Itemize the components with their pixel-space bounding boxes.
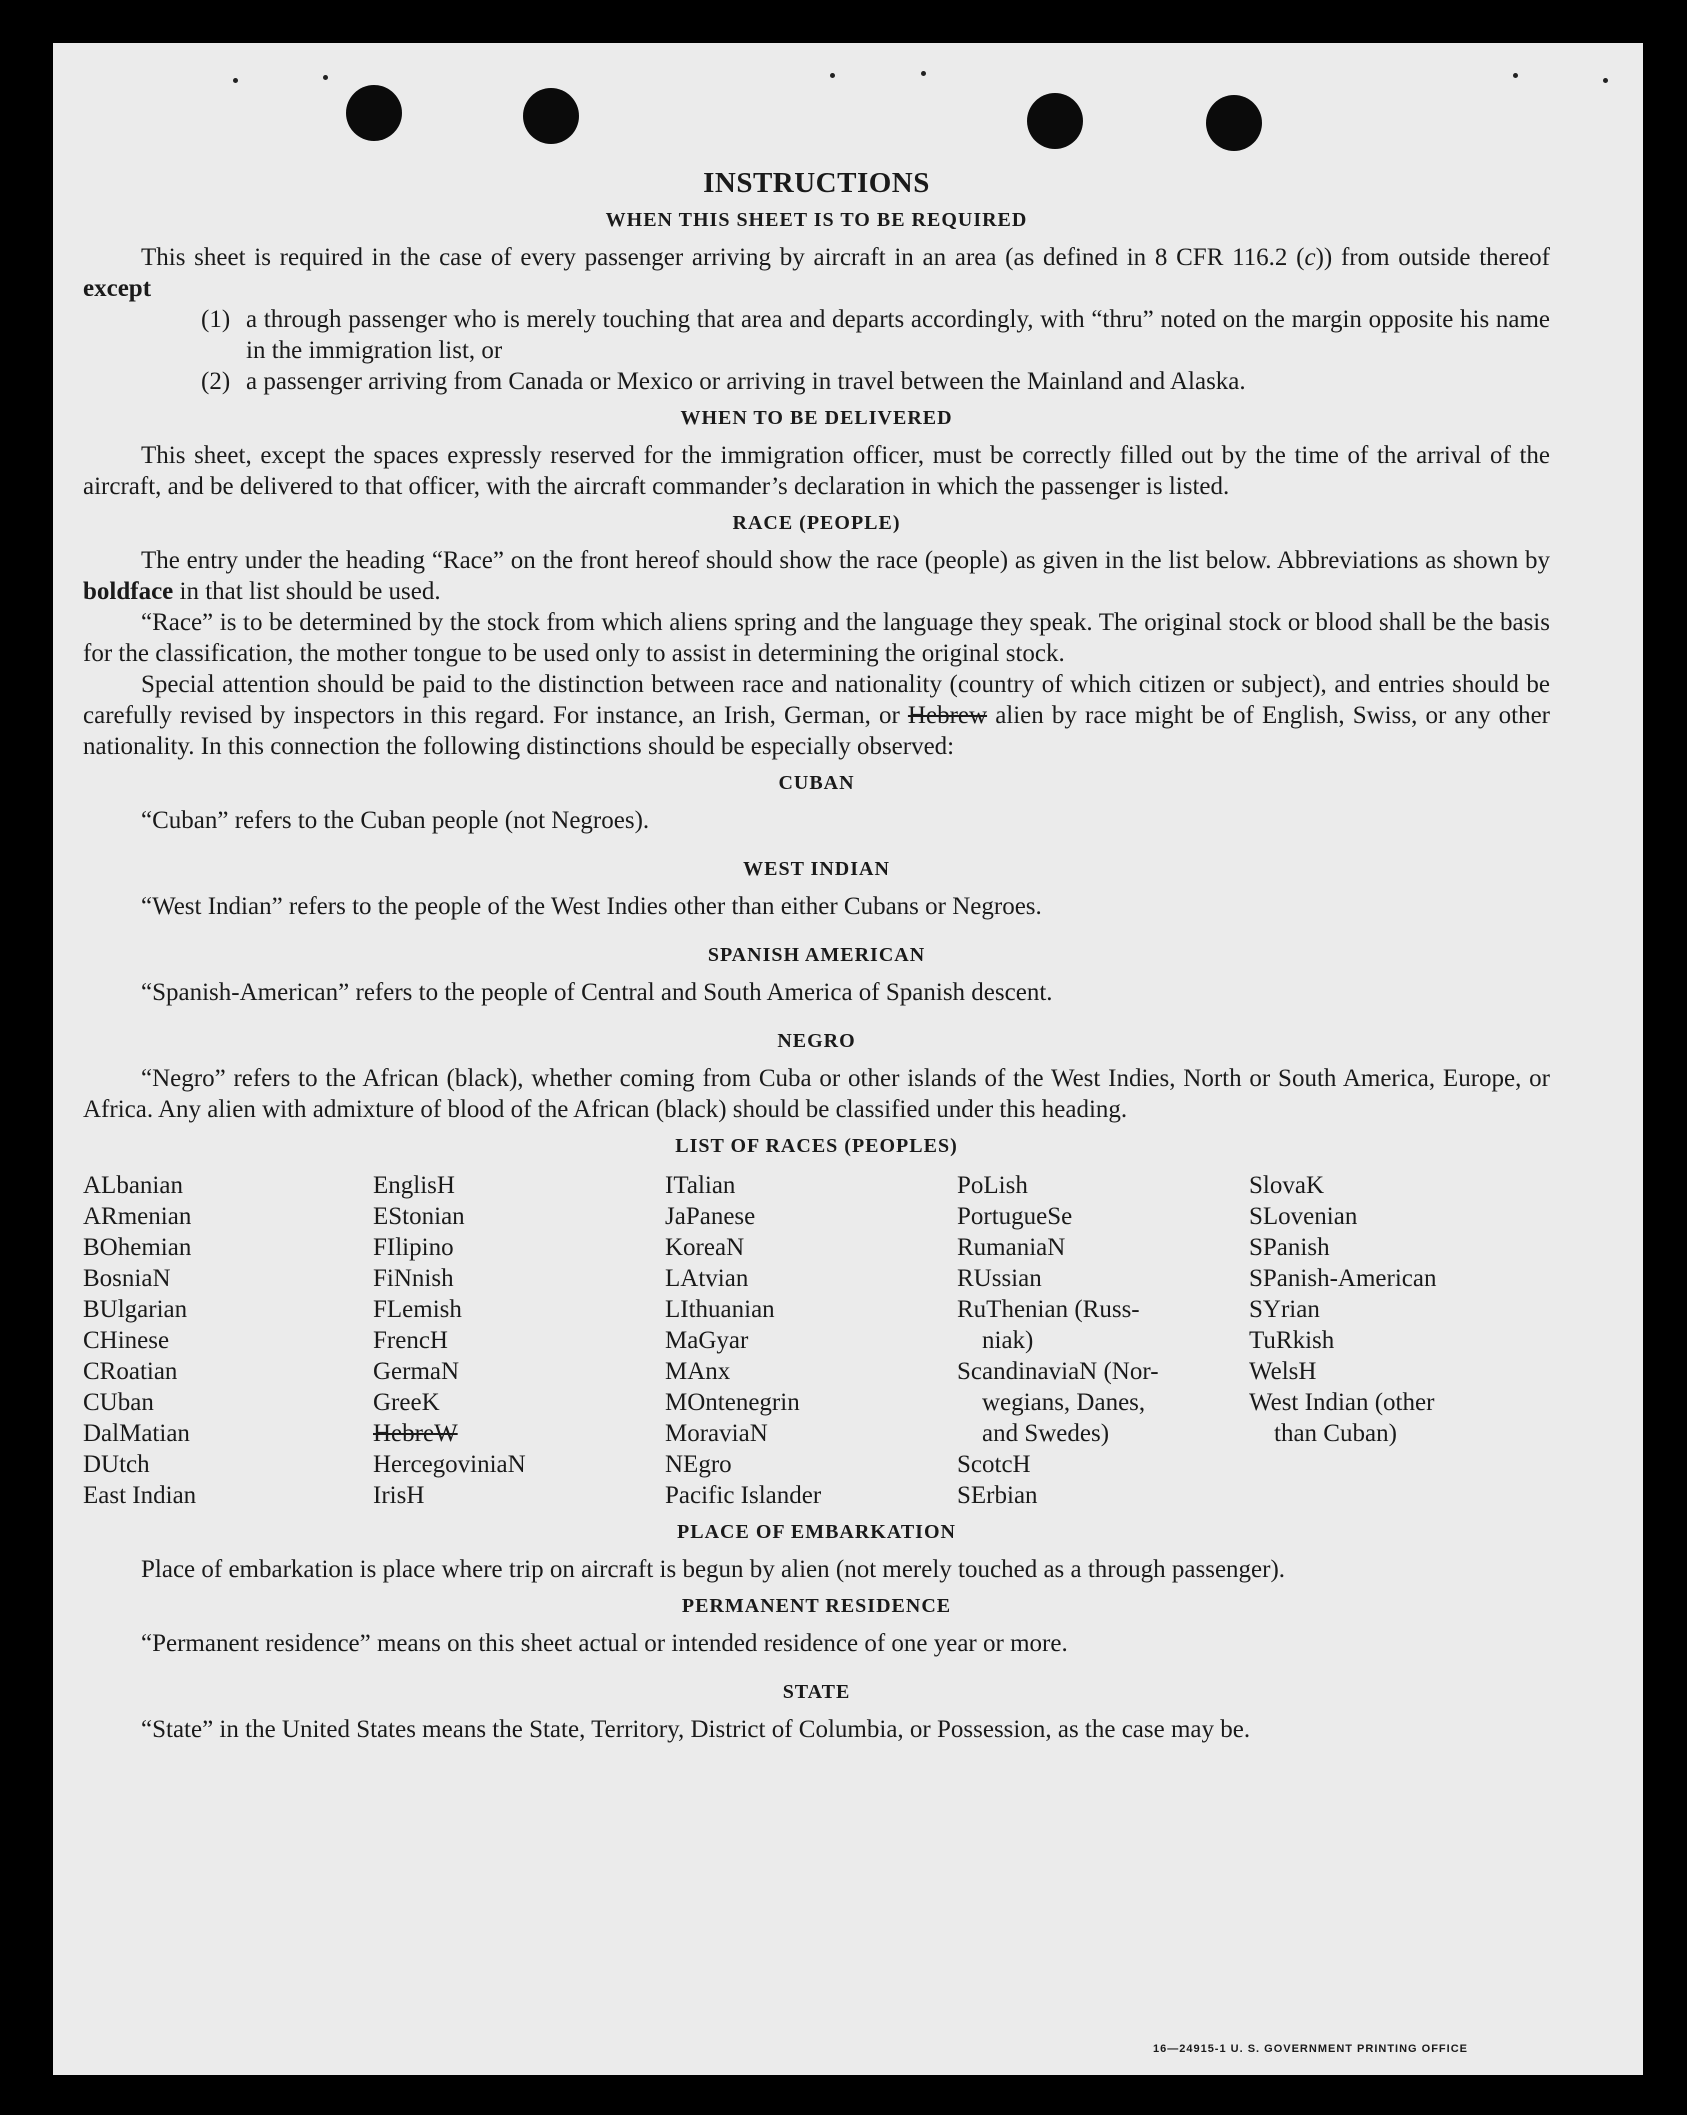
race-item: SPanish <box>1249 1234 1330 1261</box>
race-item: MAnx <box>665 1358 731 1385</box>
race-item: RuThenian (Russ- <box>957 1296 1140 1323</box>
race-item: ITalian <box>665 1172 736 1199</box>
race-item: ARmenian <box>83 1203 192 1230</box>
speck <box>921 71 926 76</box>
race-item: FrencH <box>373 1327 448 1354</box>
exception-number: (1) <box>201 306 231 333</box>
heading-cuban: CUBAN <box>778 772 855 794</box>
heading-permanent-residence: PERMANENT RESIDENCE <box>681 1595 952 1617</box>
race-item: MoraviaN <box>665 1420 768 1447</box>
race-item: East Indian <box>83 1482 197 1509</box>
heading-spanish-american: SPANISH AMERICAN <box>707 944 926 966</box>
race-item: JaPanese <box>665 1203 756 1230</box>
exception-text: a passenger arriving from Canada or Mexico or arriving in travel between the Mainland and Alaska. <box>246 368 1246 395</box>
race-item: BOhemian <box>83 1234 192 1261</box>
race-item: GreeK <box>373 1389 440 1416</box>
race-item: DalMatian <box>83 1420 190 1447</box>
heading-list-of-races: LIST OF RACES (PEOPLES) <box>675 1135 958 1157</box>
race-item: WelsH <box>1249 1358 1317 1385</box>
race-item: NEgro <box>665 1451 732 1478</box>
race-item: West Indian (other <box>1249 1389 1435 1416</box>
race-item: EStonian <box>373 1203 465 1230</box>
cuban-text: “Cuban” refers to the Cuban people (not Negroes). <box>141 807 650 834</box>
race-paragraph-2: “Race” is to be determined by the stock from which aliens spring and the language they speak. The original stock or blood shall be the basis for the classification, the mother tongue to be used only to assist in determining the original stock. <box>83 609 1550 667</box>
heading-required: WHEN THIS SHEET IS TO BE REQUIRED <box>605 209 1028 231</box>
delivered-text: This sheet, except the spaces expressly reserved for the immigration officer, must be correctly filled out by the time of the arrival of the aircraft, and be delivered to that officer, with the aircraft commander’s declaration in which the passenger is listed. <box>83 442 1550 500</box>
speck <box>323 75 328 80</box>
document-sheet <box>53 43 1643 2075</box>
spanish-american-text: “Spanish-American” refers to the people of Central and South America of Spanish descent. <box>141 979 1053 1006</box>
exception-number: (2) <box>201 368 231 395</box>
race-item: PortugueSe <box>957 1203 1073 1230</box>
race-item: FIlipino <box>373 1234 454 1261</box>
race-item: ScotcH <box>957 1451 1031 1478</box>
race-item: CHinese <box>83 1327 170 1354</box>
exception-item <box>83 304 1550 366</box>
printer-imprint: 16—24915-1 U. S. GOVERNMENT PRINTING OFFICE <box>1152 2043 1468 2055</box>
race-item: TuRkish <box>1249 1327 1335 1354</box>
race-item: BUlgarian <box>83 1296 188 1323</box>
race-item: IrisH <box>373 1482 425 1509</box>
race-item: CRoatian <box>83 1358 178 1385</box>
race-item: HebreW <box>373 1420 458 1447</box>
race-item: PoLish <box>957 1172 1028 1199</box>
race-item: SErbian <box>957 1482 1038 1509</box>
race-column-1 <box>83 1170 373 1511</box>
race-item: HercegoviniaN <box>373 1451 526 1478</box>
race-item: than Cuban) <box>1274 1420 1397 1447</box>
race-column-5 <box>1249 1170 1548 1511</box>
race-item: MOntenegrin <box>665 1389 800 1416</box>
exception-text: a through passenger who is merely touching that area and departs accordingly, with “thru” noted on the margin opposite his name in the immigration list, or <box>246 306 1550 364</box>
punch-hole <box>1027 93 1083 149</box>
embarkation-text: Place of embarkation is place where trip on aircraft is begun by alien (not merely touched as a through passenger). <box>141 1556 1286 1583</box>
race-paragraph-3: Special attention should be paid to the distinction between race and nationality (country of which citizen or subject), and entries should be carefully revised by inspectors in this regard. For instance, an Irish, German, or Hebrew alien by race might be of English, Swiss, or any other nationality. In this connection the following distinctions should be especially observed: <box>83 671 1551 760</box>
race-item: SLovenian <box>1249 1203 1358 1230</box>
punch-hole <box>346 85 402 141</box>
race-item: FiNnish <box>373 1265 454 1292</box>
race-item: DUtch <box>83 1451 150 1478</box>
west-indian-text: “West Indian” refers to the people of the West Indies other than either Cubans or Negroes. <box>141 893 1042 920</box>
permanent-residence-text: “Permanent residence” means on this sheet actual or intended residence of one year or more. <box>141 1630 1068 1657</box>
race-item: MaGyar <box>665 1327 749 1354</box>
punch-hole <box>1206 95 1262 151</box>
race-column-3 <box>665 1170 957 1511</box>
race-item: RUssian <box>957 1265 1042 1292</box>
race-paragraph-1: The entry under the heading “Race” on the front hereof should show the race (people) as given in the list below. Abbreviations as shown by boldface in that list should be used. <box>83 547 1550 605</box>
speck <box>830 73 835 78</box>
heading-west-indian: WEST INDIAN <box>743 858 890 880</box>
race-item: ALbanian <box>83 1172 183 1199</box>
race-item: ScandinaviaN (Nor- <box>957 1358 1159 1385</box>
exception-item <box>83 366 1550 397</box>
race-item: RumaniaN <box>957 1234 1066 1261</box>
page-title: INSTRUCTIONS <box>703 167 930 199</box>
heading-negro: NEGRO <box>777 1030 856 1052</box>
race-item: LAtvian <box>665 1265 749 1292</box>
speck <box>1513 73 1518 78</box>
heading-embarkation: PLACE OF EMBARKATION <box>677 1521 956 1543</box>
state-text: “State” in the United States means the State, Territory, District of Columbia, or Possession, as the case may be. <box>141 1716 1251 1743</box>
race-item: KoreaN <box>665 1234 745 1261</box>
speck <box>1603 78 1608 83</box>
race-item: GermaN <box>373 1358 460 1385</box>
heading-delivered: WHEN TO BE DELIVERED <box>680 407 953 429</box>
race-item: and Swedes) <box>982 1420 1110 1447</box>
race-list <box>83 1170 1550 1511</box>
race-item: LIthuanian <box>665 1296 775 1323</box>
document-content <box>83 168 1550 1745</box>
race-item: BosniaN <box>83 1265 171 1292</box>
race-item: SlovaK <box>1249 1172 1324 1199</box>
race-item: EnglisH <box>373 1172 455 1199</box>
required-intro: This sheet is required in the case of every passenger arriving by aircraft in an area (as defined in 8 CFR 116.2 (c)) from outside thereof except <box>83 244 1550 302</box>
race-item: Pacific Islander <box>665 1482 822 1509</box>
heading-state: STATE <box>782 1681 851 1703</box>
punch-hole <box>523 88 579 144</box>
race-item: SYrian <box>1249 1296 1320 1323</box>
speck <box>233 78 238 83</box>
race-item: SPanish-American <box>1249 1265 1437 1292</box>
race-item: wegians, Danes, <box>982 1389 1146 1416</box>
race-item: niak) <box>982 1327 1034 1354</box>
race-column-4 <box>957 1170 1249 1511</box>
race-item: CUban <box>83 1389 154 1416</box>
race-item: FLemish <box>373 1296 462 1323</box>
heading-race: RACE (PEOPLE) <box>732 512 901 534</box>
negro-text: “Negro” refers to the African (black), whether coming from Cuba or other islands of the West Indies, North or South America, Europe, or Africa. Any alien with admixture of blood of the African (black) should be classified under this heading. <box>83 1065 1550 1123</box>
race-column-2 <box>373 1170 665 1511</box>
